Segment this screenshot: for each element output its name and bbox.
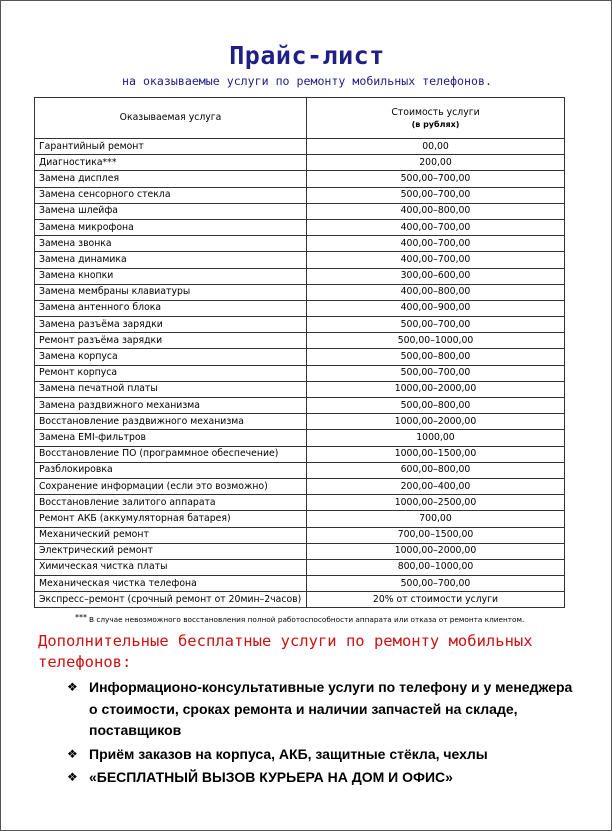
service-name-cell: Механический ремонт xyxy=(35,527,307,543)
service-name-cell: Замена разъёма зарядки xyxy=(35,317,307,333)
service-name-cell: Замена EMI-фильтров xyxy=(35,430,307,446)
service-name-cell: Замена звонка xyxy=(35,236,307,252)
service-price-cell: 20% от стоимости услуги xyxy=(307,592,565,608)
service-name-cell: Замена антенного блока xyxy=(35,300,307,316)
service-price-cell: 400,00–800,00 xyxy=(307,203,565,219)
table-body xyxy=(35,139,565,608)
table-row xyxy=(35,430,565,446)
table-row xyxy=(35,139,565,155)
service-name-cell: Разблокировка xyxy=(35,462,307,478)
service-price-cell: 400,00–700,00 xyxy=(307,219,565,235)
service-name-cell: Замена корпуса xyxy=(35,349,307,365)
table-row xyxy=(35,381,565,397)
service-name-cell: Ремонт корпуса xyxy=(35,365,307,381)
service-name-cell: Замена мембраны клавиатуры xyxy=(35,284,307,300)
table-row xyxy=(35,559,565,575)
service-name-cell: Замена сенсорного стекла xyxy=(35,187,307,203)
service-name-cell: Механическая чистка телефона xyxy=(35,576,307,592)
footnote-text: В случае невозможного восстановления полной работоспособности аппарата или отказа от ремонта клиентом. xyxy=(89,615,525,624)
table-row xyxy=(35,317,565,333)
table-row xyxy=(35,462,565,478)
service-price-cell: 400,00–800,00 xyxy=(307,284,565,300)
service-price-cell: 700,00 xyxy=(307,511,565,527)
table-row xyxy=(35,171,565,187)
table-row xyxy=(35,155,565,171)
service-price-cell: 700,00–1500,00 xyxy=(307,527,565,543)
service-price-cell: 300,00–600,00 xyxy=(307,268,565,284)
table-row xyxy=(35,478,565,494)
list-item-text: Приём заказов на корпуса, АКБ, защитные стёкла, чехлы xyxy=(89,745,488,762)
service-price-cell: 1000,00–2500,00 xyxy=(307,495,565,511)
diamond-bullet-icon: ❖ xyxy=(67,746,78,761)
service-name-cell: Замена кнопки xyxy=(35,268,307,284)
service-name-cell: Гарантийный ремонт xyxy=(35,139,307,155)
service-name-cell: Ремонт разъёма зарядки xyxy=(35,333,307,349)
service-name-cell: Ремонт АКБ (аккумуляторная батарея) xyxy=(35,511,307,527)
table-row xyxy=(35,203,565,219)
service-price-cell: 400,00–700,00 xyxy=(307,252,565,268)
service-price-cell: 1000,00–2000,00 xyxy=(307,414,565,430)
service-price-cell: 200,00–400,00 xyxy=(307,478,565,494)
service-name-cell: Замена динамика xyxy=(35,252,307,268)
service-price-cell: 1000,00–1500,00 xyxy=(307,446,565,462)
service-name-cell: Электрический ремонт xyxy=(35,543,307,559)
table-row xyxy=(35,365,565,381)
diamond-bullet-icon: ❖ xyxy=(67,770,78,784)
list-item xyxy=(67,677,577,742)
table-row xyxy=(35,284,565,300)
table-row xyxy=(35,349,565,365)
table-row xyxy=(35,414,565,430)
service-name-cell: Экспресс–ремонт (срочный ремонт от 20мин–2часов) xyxy=(35,592,307,608)
service-price-cell: 400,00–900,00 xyxy=(307,300,565,316)
table-row xyxy=(35,543,565,559)
table-row xyxy=(35,576,565,592)
service-price-cell: 200,00 xyxy=(307,155,565,171)
table-row xyxy=(35,300,565,316)
table-row xyxy=(35,592,565,608)
service-name-cell: Сохранение информации (если это возможно) xyxy=(35,478,307,494)
service-name-cell: Восстановление раздвижного механизма xyxy=(35,414,307,430)
service-price-cell: 1000,00 xyxy=(307,430,565,446)
service-price-cell: 600,00–800,00 xyxy=(307,462,565,478)
service-name-cell: Восстановление залитого аппарата xyxy=(35,495,307,511)
column-header-price-unit: (в рублях) xyxy=(411,120,460,129)
column-header-price xyxy=(307,98,565,139)
service-name-cell: Восстановление ПО (программное обеспечение) xyxy=(35,446,307,462)
list-item xyxy=(67,744,577,766)
service-price-cell: 400,00–700,00 xyxy=(307,236,565,252)
service-name-cell: Замена микрофона xyxy=(35,219,307,235)
list-item-text: Информационо-консультативные услуги по телефону и у менеджера о стоимости, сроках ремонта и наличии запчастей на складе, поставщиков xyxy=(89,679,573,738)
table-header-row xyxy=(35,98,565,139)
table-row xyxy=(35,187,565,203)
service-price-cell: 500,00–700,00 xyxy=(307,576,565,592)
service-price-cell: 1000,00–2000,00 xyxy=(307,543,565,559)
list-item-text: «БЕСПЛАТНЫЙ ВЫЗОВ КУРЬЕРА НА ДОМ И ОФИС» xyxy=(89,769,453,785)
service-name-cell: Химическая чистка платы xyxy=(35,559,307,575)
service-name-cell: Замена раздвижного механизма xyxy=(35,398,307,414)
service-price-cell: 500,00–1000,00 xyxy=(307,333,565,349)
table-row xyxy=(35,527,565,543)
list-item xyxy=(67,767,577,789)
service-price-cell: 1000,00–2000,00 xyxy=(307,381,565,397)
table-row xyxy=(35,495,565,511)
service-price-cell: 500,00–700,00 xyxy=(307,365,565,381)
table-row xyxy=(35,446,565,462)
service-price-cell: 00,00 xyxy=(307,139,565,155)
service-price-cell: 500,00–700,00 xyxy=(307,317,565,333)
service-name-cell: Замена шлейфа xyxy=(35,203,307,219)
column-header-service: Оказываемая услуга xyxy=(35,98,307,139)
table-row xyxy=(35,511,565,527)
extra-services-title: Дополнительные бесплатные услуги по ремонту мобильных телефонов: xyxy=(38,632,533,671)
extra-services-list xyxy=(67,677,577,791)
service-name-cell: Замена печатной платы xyxy=(35,381,307,397)
table-row xyxy=(35,236,565,252)
page-subtitle: на оказываемые услуги по ремонту мобильных телефонов. xyxy=(122,74,492,88)
service-name-cell: Замена дисплея xyxy=(35,171,307,187)
service-price-cell: 500,00–800,00 xyxy=(307,398,565,414)
table-row xyxy=(35,333,565,349)
table-row xyxy=(35,398,565,414)
footnote-mark: *** xyxy=(75,613,87,622)
service-price-cell: 500,00–800,00 xyxy=(307,349,565,365)
price-table xyxy=(34,97,565,608)
table-row xyxy=(35,268,565,284)
service-price-cell: 800,00–1000,00 xyxy=(307,559,565,575)
page-title: Прайс-лист xyxy=(229,41,385,70)
service-name-cell: Диагностика*** xyxy=(35,155,307,171)
footnote xyxy=(75,613,524,624)
column-header-price-label: Стоимость услуги xyxy=(391,107,480,118)
service-price-cell: 500,00–700,00 xyxy=(307,187,565,203)
diamond-bullet-icon: ❖ xyxy=(67,680,78,694)
table-row xyxy=(35,219,565,235)
table-row xyxy=(35,252,565,268)
service-price-cell: 500,00–700,00 xyxy=(307,171,565,187)
